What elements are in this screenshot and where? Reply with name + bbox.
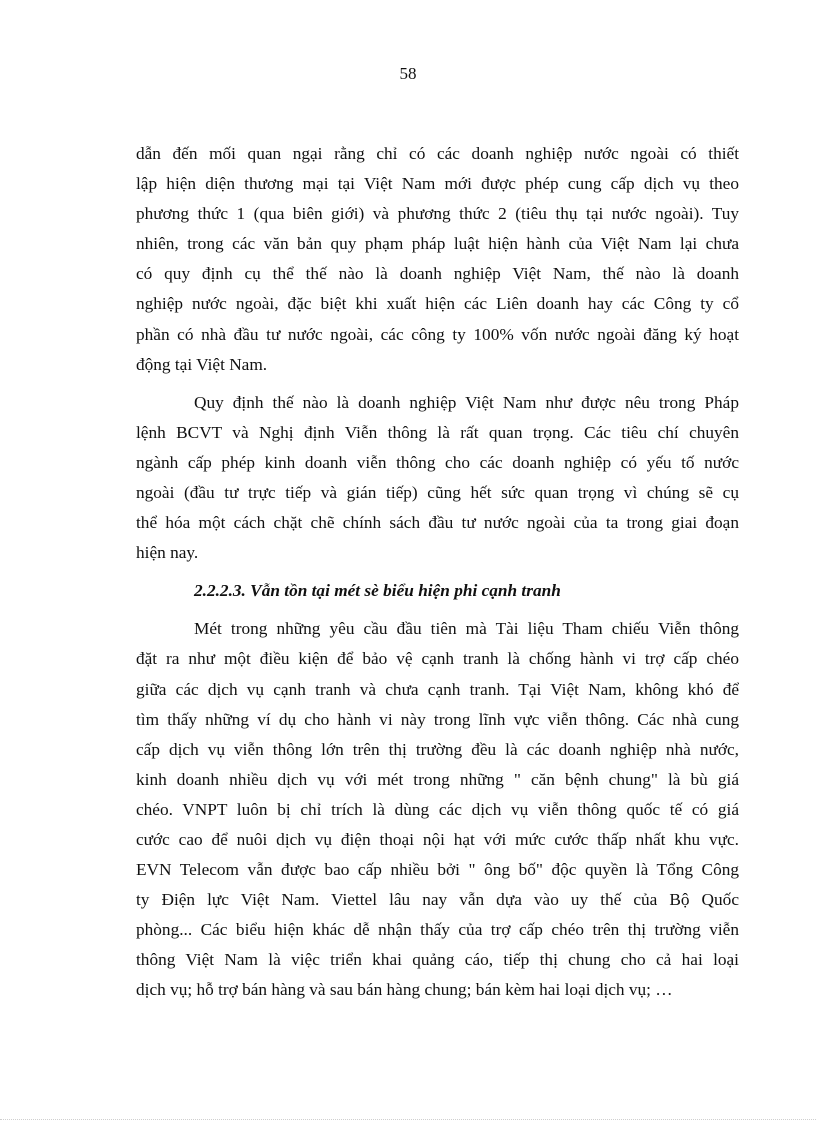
text-line: ngành cấp phép kinh doanh viễn thông cho các doanh nghiệp có yếu tố nước bbox=[136, 452, 739, 472]
text-line: tìm thấy những ví dụ cho hành vi này trong lĩnh vực viễn thông. Các nhà cung bbox=[136, 709, 739, 729]
text-line: thể hóa một cách chặt chẽ chính sách đầu tư nước ngoài của ta trong giai đoạn bbox=[136, 513, 739, 533]
text-line: Mét trong những yêu cầu đầu tiên mà Tài liệu Tham chiếu Viễn thông bbox=[194, 619, 739, 639]
paragraph-1 bbox=[136, 139, 739, 380]
text-line: giữa các dịch vụ cạnh tranh và chưa cạnh tranh. Tại Việt Nam, không khó để bbox=[136, 679, 739, 699]
text-line: động tại Việt Nam. bbox=[136, 354, 268, 374]
text-line: phần có nhà đầu tư nước ngoài, các công ty 100% vốn nước ngoài đăng ký hoạt bbox=[136, 324, 739, 344]
text-line: ty Điện lực Việt Nam. Viettel lâu nay vẫn dựa vào uy thế của Bộ Quốc bbox=[136, 890, 739, 910]
paragraph-3 bbox=[136, 614, 739, 1005]
text-line: phương thức 1 (qua biên giới) và phương thức 2 (tiêu thụ tại nước ngoài). Tuy bbox=[136, 204, 739, 224]
text-line: kinh doanh nhiều dịch vụ với mét trong những " căn bệnh chung" là bù giá bbox=[136, 769, 739, 789]
text-line: đặt ra như một điều kiện để bảo vệ cạnh tranh là chống hành vi trợ cấp chéo bbox=[136, 649, 739, 669]
text-line: lệnh BCVT và Nghị định Viễn thông là rất quan trọng. Các tiêu chí chuyên bbox=[136, 422, 739, 442]
text-line: EVN Telecom vẫn được bao cấp nhiều bởi " ông bố" độc quyền là Tổng Công bbox=[136, 860, 739, 880]
text-line: phòng... Các biểu hiện khác dễ nhận thấy của trợ cấp chéo trên thị trường viễn bbox=[136, 920, 739, 940]
text-line: Quy định thế nào là doanh nghiệp Việt Nam như được nêu trong Pháp bbox=[194, 392, 739, 412]
text-line: nhiên, trong các văn bản quy phạm pháp luật hiện hành của Việt Nam lại chưa bbox=[136, 234, 739, 254]
text-line: nghiệp nước ngoài, đặc biệt khi xuất hiện các Liên doanh hay các Công ty cổ bbox=[136, 294, 739, 314]
text-line: dịch vụ; hỗ trợ bán hàng và sau bán hàng chung; bán kèm hai loại dịch vụ; … bbox=[136, 980, 673, 1000]
document-body bbox=[136, 139, 739, 1006]
text-line: cấp dịch vụ viễn thông lớn trên thị trường đều là các doanh nghiệp nhà nước, bbox=[136, 739, 739, 759]
text-line: hiện nay. bbox=[136, 543, 199, 563]
page-bottom-divider bbox=[0, 1119, 816, 1120]
text-line: ngoài (đầu tư trực tiếp và gián tiếp) cũng hết sức quan trọng vì chúng sẽ cụ bbox=[136, 483, 739, 503]
text-line: có quy định cụ thể thế nào là doanh nghiệp Việt Nam, thế nào là doanh bbox=[136, 264, 739, 284]
section-heading: 2.2.2.3. Vẫn tồn tại mét sè biểu hiện phi cạnh tranh bbox=[194, 581, 561, 601]
page-number: 58 bbox=[399, 64, 417, 83]
text-line: dẫn đến mối quan ngại rằng chỉ có các doanh nghiệp nước ngoài có thiết bbox=[136, 144, 739, 163]
paragraph-2 bbox=[136, 388, 739, 569]
text-line: thông Việt Nam là việc triển khai quảng cáo, tiếp thị chung cho cả hai loại bbox=[136, 950, 739, 970]
text-line: cước cao để nuôi dịch vụ điện thoại nội hạt với mức cước thấp nhất khu vực. bbox=[136, 829, 739, 849]
text-line: lập hiện diện thương mại tại Việt Nam mới được phép cung cấp dịch vụ theo bbox=[136, 174, 739, 194]
text-line: chéo. VNPT luôn bị chỉ trích là dùng các dịch vụ viễn thông quốc tế có giá bbox=[136, 799, 739, 819]
